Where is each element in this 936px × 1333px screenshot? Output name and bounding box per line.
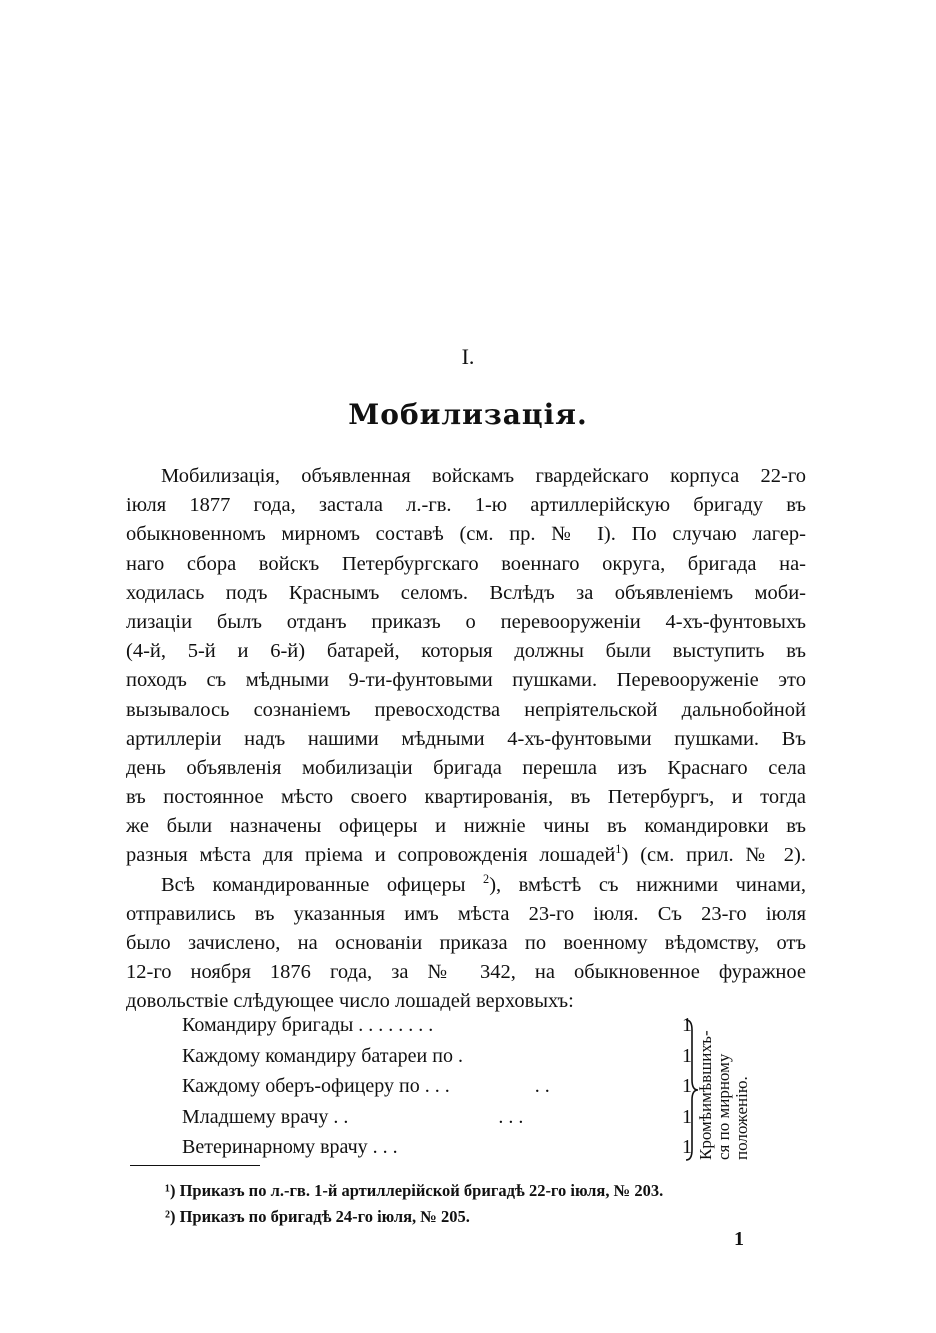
text-line: наго сбора войскъ Петербургскаго военнаго округа, бригада на- <box>126 552 806 575</box>
list-item <box>182 1041 692 1072</box>
allowance-label: Ветеринарному врачу . . . <box>182 1136 398 1158</box>
footnote-marker: 2 <box>483 871 490 886</box>
list-item <box>182 1132 692 1163</box>
allowance-side-note <box>697 1012 763 1160</box>
text-fragment: разныя мѣста для пріема и сопровожденія лошадей <box>126 844 616 867</box>
text-line: артиллеріи надъ нашими мѣдными 4-хъ-фунтовыми пушками. Въ <box>126 727 806 750</box>
text-line: же были назначены офицеры и нижніе чины въ командировки въ <box>126 815 806 838</box>
allowance-label: Каждому командиру батареи по . <box>182 1044 463 1067</box>
footnote-marker: 1 <box>615 842 622 857</box>
list-item <box>182 1102 692 1133</box>
footnote-divider <box>130 1165 260 1166</box>
footnote: ¹) Приказъ по л.-гв. 1-й артиллерійской бригадѣ 22-го іюля, № 203. <box>165 1181 664 1200</box>
text-line: ходилась подъ Краснымъ селомъ. Вслѣдъ за объявленіемъ моби- <box>126 581 806 604</box>
text-line: 12-го ноября 1876 года, за № 342, на обыкновенное фуражное <box>126 961 806 984</box>
text-line: довольствіе слѣдующее число лошадей верховыхъ: <box>126 990 574 1013</box>
allowance-count: 1 <box>682 1075 692 1097</box>
text-line-with-footnote <box>126 871 806 900</box>
allowance-label: Командиру бригады . . . . . . . . <box>182 1014 434 1036</box>
chapter-title: Мобилизація. <box>348 398 588 431</box>
text-line: походъ съ мѣдными 9-ти-фунтовыми пушками. Перевооруженіе это <box>126 669 806 692</box>
list-item <box>182 1071 692 1102</box>
text-line: вызывалось сознаніемъ превосходства непріятельской дальнобойной <box>126 698 806 721</box>
text-fragment: ), вмѣстѣ съ нижними чинами, <box>489 873 807 896</box>
text-line: въ постоянное мѣсто своего квартированія, въ Петербургъ, и тогда <box>126 786 806 809</box>
note-line: ся по мирному <box>714 1053 733 1160</box>
allowance-count: 1 <box>682 1105 692 1128</box>
footnote: ²) Приказъ по бригадѣ 24-го іюля, № 205. <box>165 1207 470 1226</box>
text-fragment: Всѣ командированные офицеры <box>161 873 466 896</box>
text-line: день объявленія мобилизаціи бригада перешла изъ Краснаго села <box>126 756 806 779</box>
text-line: (4-й, 5-й и 6-й) батарей, которыя должны были выступить въ <box>126 640 806 663</box>
page-number: 1 <box>734 1228 744 1250</box>
text-fragment: (см. прил. № 2). <box>640 844 806 867</box>
chapter-number: I. <box>461 344 475 369</box>
text-line: обыкновенномъ мирномъ составѣ (см. пр. № I). По случаю лагер- <box>126 523 806 546</box>
allowance-count: 1 <box>682 1136 692 1158</box>
allowance-count: 1 <box>682 1044 692 1067</box>
text-line: отправились въ указанныя имъ мѣста 23-го іюля. Съ 23-го іюля <box>126 902 806 925</box>
text-line: было зачислено, на основаніи приказа по военному вѣдомству, отъ <box>126 932 806 954</box>
text-line: лизаціи былъ отданъ приказъ о перевооруженіи 4-хъ-фунтовыхъ <box>126 610 806 633</box>
allowance-label: Младшему врачу . . . . . <box>182 1105 524 1128</box>
footnotes <box>165 1178 663 1230</box>
note-line: положенію. <box>732 1076 751 1160</box>
text-line: Мобилизація, объявленная войскамъ гвардейскаго корпуса 22-го <box>161 465 806 487</box>
allowance-label: Каждому оберъ-офицеру по . . . . . <box>182 1075 550 1097</box>
body-text <box>126 462 806 1017</box>
note-line: Кромѣимѣвшихъ- <box>696 1030 715 1160</box>
text-line: іюля 1877 года, застала л.-гв. 1-ю артиллерійскую бригаду въ <box>126 494 806 517</box>
horse-allowance-list <box>182 1010 692 1163</box>
text-line-with-footnote: разныя мѣста для пріема и сопровожденія лошадей$^1$) (см. прил. № 2). <box>126 842 806 867</box>
allowance-count: 1 <box>682 1014 692 1036</box>
list-item <box>182 1010 692 1041</box>
